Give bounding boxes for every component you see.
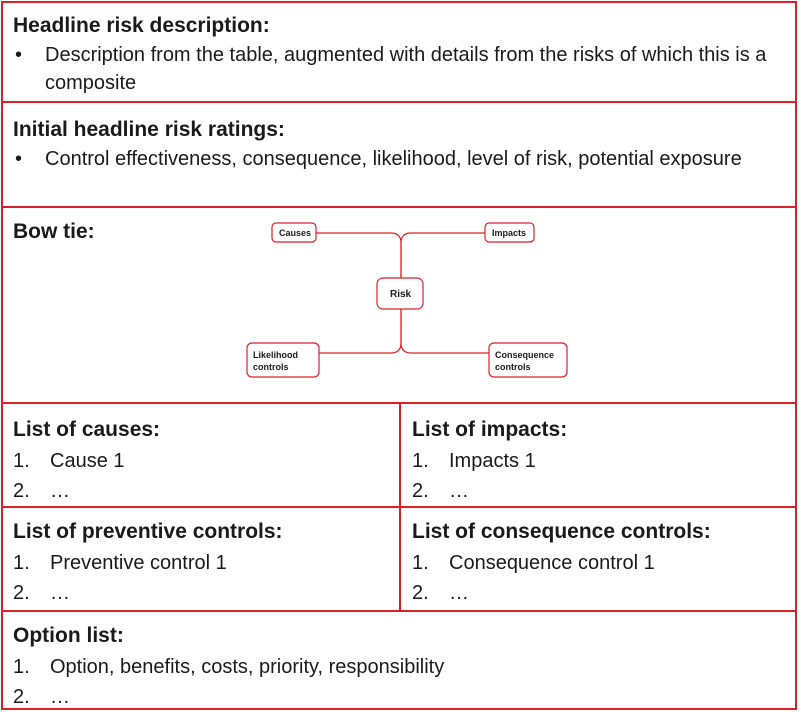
impact-connector [401, 233, 485, 278]
ratings-bullet [13, 145, 783, 173]
item-text: Preventive control 1 [50, 552, 227, 574]
consequence-section [412, 519, 792, 608]
item-text: … [449, 480, 469, 502]
list-item [412, 578, 792, 608]
consequence-node-label-2: controls [495, 362, 531, 372]
list-item [13, 548, 393, 578]
risk-node-label: Risk [390, 289, 412, 300]
risk-template-frame [1, 1, 797, 710]
ratings-section [13, 117, 783, 173]
causes-section [13, 417, 393, 506]
list-item [13, 652, 783, 682]
options-title: Option list: [13, 624, 124, 647]
item-number: 1. [13, 450, 30, 472]
likelihood-node-label-2: controls [253, 362, 289, 372]
item-number: 2. [13, 686, 30, 708]
bullet-icon: • [15, 148, 23, 170]
options-section [13, 623, 783, 712]
item-text: Cause 1 [50, 450, 125, 472]
bullet-icon: • [15, 44, 23, 66]
list-item [13, 476, 393, 506]
preventive-section [13, 519, 393, 608]
item-number: 2. [13, 480, 30, 502]
item-text: … [50, 582, 70, 604]
item-text: … [449, 582, 469, 604]
consequence-title: List of consequence controls: [412, 520, 711, 543]
item-number: 1. [13, 656, 30, 678]
ratings-bullet-text: Control effectiveness, consequence, likelihood, level of risk, potential exposure [45, 148, 742, 170]
item-number: 2. [412, 582, 429, 604]
column-divider [399, 402, 401, 610]
item-text: Option, benefits, costs, priority, responsibility [50, 656, 445, 678]
bowtie-title: Bow tie: [13, 220, 95, 243]
impacts-title: List of impacts: [412, 418, 568, 441]
likelihood-node-label: Likelihood [253, 350, 298, 360]
ratings-title: Initial headline risk ratings: [13, 118, 285, 141]
item-number: 1. [13, 552, 30, 574]
item-text: … [50, 686, 70, 708]
list-item [13, 446, 393, 476]
item-number: 2. [13, 582, 30, 604]
list-item [13, 682, 783, 712]
headline-bullet [13, 41, 783, 97]
divider [3, 610, 795, 612]
cause-connector [316, 233, 401, 278]
headline-section [13, 13, 783, 97]
item-text: … [50, 480, 70, 502]
list-item [412, 548, 792, 578]
likelihood-connector [319, 309, 401, 353]
causes-title: List of causes: [13, 418, 161, 441]
item-number: 1. [412, 552, 429, 574]
item-number: 1. [412, 450, 429, 472]
list-item [13, 578, 393, 608]
impacts-node-label: Impacts [492, 228, 527, 238]
item-text: Consequence control 1 [449, 552, 655, 574]
divider [3, 101, 795, 103]
item-text: Impacts 1 [449, 450, 536, 472]
headline-bullet-text: Description from the table, augmented with details from the risks of which this is a composite [45, 44, 767, 94]
bowtie-diagram [3, 208, 795, 400]
headline-title: Headline risk description: [13, 14, 270, 37]
item-number: 2. [412, 480, 429, 502]
list-item [412, 476, 792, 506]
consequence-node-label: Consequence [495, 350, 555, 360]
causes-node-label: Causes [279, 228, 312, 238]
preventive-title: List of preventive controls: [13, 520, 283, 543]
consequence-connector [401, 309, 489, 353]
impacts-section [412, 417, 792, 506]
list-item [412, 446, 792, 476]
